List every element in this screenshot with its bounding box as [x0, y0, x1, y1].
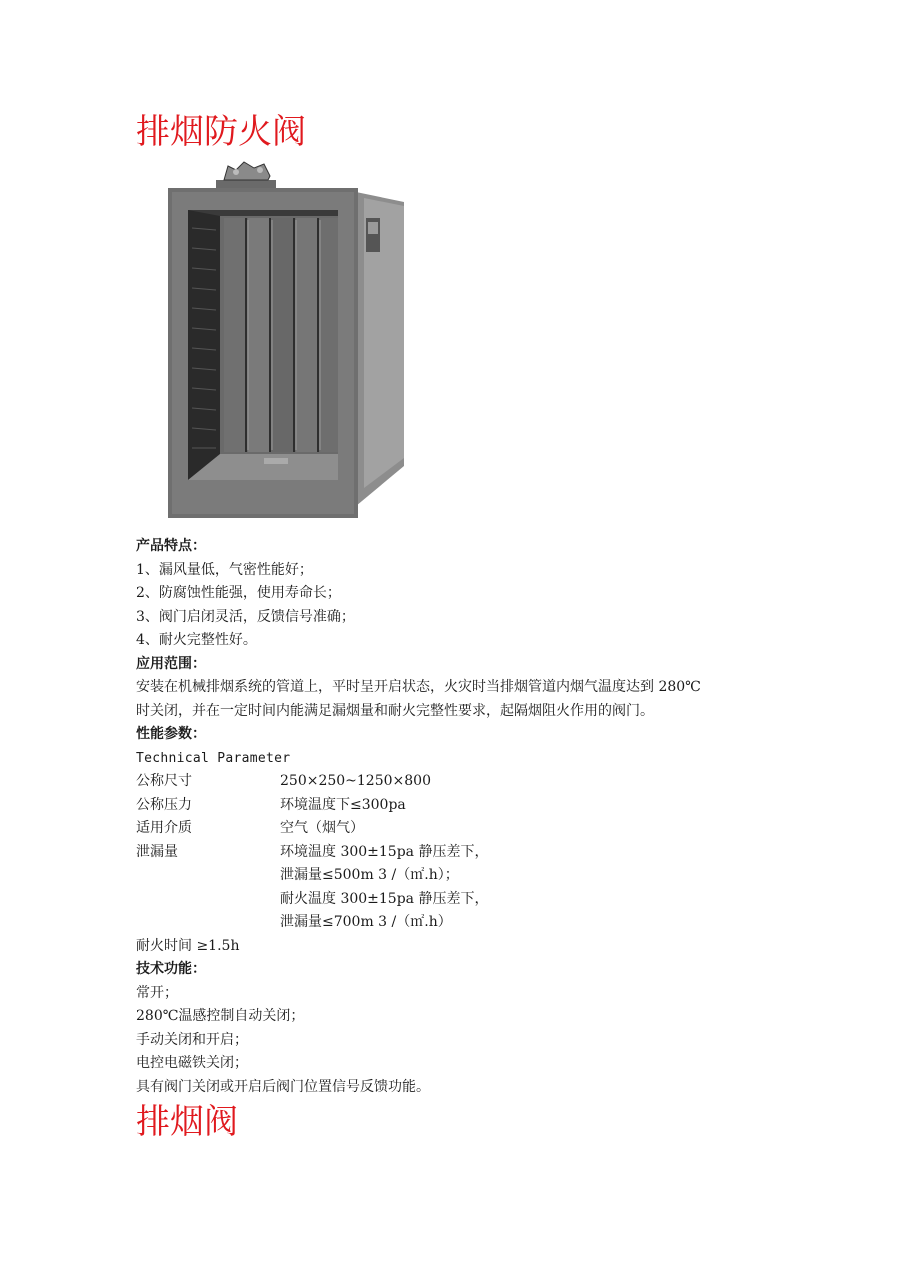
scope-heading: 应用范围：: [136, 655, 206, 672]
function-item: 具有阀门关闭或开启后阀门位置信号反馈功能。: [136, 1078, 430, 1095]
param-row: [136, 864, 816, 888]
param-label: 泄漏量: [136, 843, 178, 860]
function-item: 常开；: [136, 984, 178, 1001]
scope-text-line: 安装在机械排烟系统的管道上，平时呈开启状态，火灾时当排烟管道内烟气温度达到 280℃: [136, 679, 701, 695]
function-item: 280℃温感控制自动关闭；: [136, 1008, 305, 1024]
function-item: 手动关闭和开启；: [136, 1031, 248, 1048]
feature-item: 1、漏风量低，气密性能好；: [136, 561, 313, 578]
param-value: 空气（烟气）: [280, 820, 364, 836]
features-heading: 产品特点：: [136, 538, 206, 554]
param-row: [136, 911, 816, 935]
param-value: 泄漏量≤500m 3 /（㎡.h）；: [280, 867, 459, 883]
section-title: 排烟阀: [136, 1102, 238, 1142]
param-row: [136, 794, 816, 818]
param-label: [136, 888, 280, 912]
feature-item: 3、阀门启闭灵活，反馈信号准确；: [136, 608, 355, 625]
param-label: 公称压力: [136, 796, 192, 813]
fire-resistance-time: 耐火时间 ≥1.5h: [136, 937, 240, 954]
params-subtitle: Technical Parameter: [136, 750, 291, 766]
param-row: [136, 888, 816, 912]
params-heading: 性能参数：: [136, 726, 206, 742]
scope-text-line: 时关闭，并在一定时间内能满足漏烟量和耐火完整性要求，起隔烟阻火作用的阀门。: [136, 702, 654, 719]
param-value: 250×250~1250×800: [280, 773, 431, 789]
feature-item: 4、耐火完整性好。: [136, 632, 257, 648]
param-label: [136, 864, 280, 888]
param-value: 环境温度下≤300pa: [280, 796, 406, 813]
param-row: [136, 817, 816, 841]
param-label: 适用介质: [136, 820, 192, 836]
function-item: 电控电磁铁关闭；: [136, 1055, 248, 1071]
smoke-fire-damper-photo-icon: [164, 158, 408, 520]
param-row: [136, 770, 816, 794]
product-title: 排烟防火阀: [136, 112, 306, 152]
param-row: [136, 841, 816, 865]
feature-item: 2、防腐蚀性能强，使用寿命长；: [136, 585, 341, 601]
param-value: 泄漏量≤700m 3 /（㎡.h）: [280, 914, 452, 930]
param-label: [136, 911, 280, 935]
param-value: 环境温度 300±15pa 静压差下，: [280, 843, 489, 860]
param-label: 公称尺寸: [136, 773, 192, 789]
functions-heading: 技术功能：: [136, 961, 206, 977]
param-value: 耐火温度 300±15pa 静压差下，: [280, 890, 489, 907]
document-content: [136, 535, 816, 1099]
